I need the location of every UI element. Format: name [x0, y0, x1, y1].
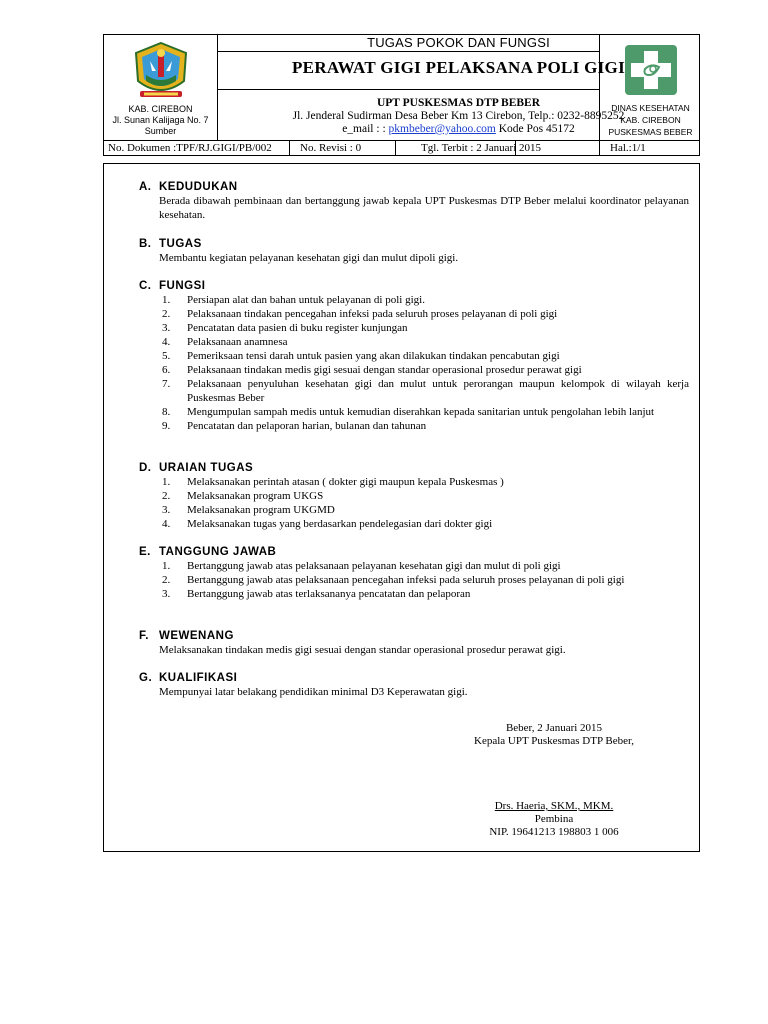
list-item: 5. Pemeriksaan tensi darah untuk pasien yang akan dilakukan tindakan pencabutan gigi	[162, 350, 560, 362]
section-fungsi	[139, 279, 689, 433]
section-heading: F. WEWENANG	[139, 630, 234, 642]
section-text: Mempunyai latar belakang pendidikan minimal D3 Keperawatan gigi.	[159, 686, 468, 698]
document-body	[103, 163, 700, 852]
right-logo-line: PUSKESMAS BEBER	[608, 127, 693, 137]
signature-space	[434, 748, 674, 800]
section-heading: C. FUNGSI	[139, 280, 206, 292]
left-logo-caption	[104, 104, 217, 137]
section-heading: E. TANGGUNG JAWAB	[139, 546, 277, 558]
left-logo-line: Jl. Sunan Kalijaga No. 7	[112, 115, 209, 125]
section-kedudukan	[139, 180, 689, 222]
revision-number: No. Revisi : 0	[300, 142, 362, 154]
right-logo-caption	[600, 102, 701, 138]
list-item: 1. Persiapan alat dan bahan untuk pelayanan di poli gigi.	[162, 294, 425, 306]
section-text: Membantu kegiatan pelayanan kesehatan gigi dan mulut dipoli gigi.	[159, 252, 459, 264]
page-number: Hal.:1/1	[610, 142, 646, 154]
right-logo-line: KAB. CIREBON	[620, 115, 681, 125]
document-number: No. Dokumen :TPF/RJ.GIGI/PB/002	[108, 142, 272, 154]
postal-code: Kode Pos 45172	[495, 123, 575, 135]
signatory-rank: Pembina	[534, 813, 574, 825]
section-kualifikasi	[139, 671, 689, 699]
section-heading: A. KEDUDUKAN	[139, 181, 238, 193]
list-item: 2. Melaksanakan program UKGS	[162, 490, 324, 502]
section-uraian-tugas	[139, 461, 689, 531]
list-item: 6. Pelaksanaan tindakan medis gigi sesuai dengan standar operasional prosedur perawat gigi	[162, 364, 582, 376]
issue-date: Tgl. Terbit : 2 Januari 2015	[421, 142, 542, 154]
list-item: 3. Bertanggung jawab atas terlaksananya pencatatan dan pelaporan	[162, 588, 471, 600]
signature-block	[434, 722, 674, 839]
kabupaten-cirebon-emblem	[132, 41, 190, 103]
section-tugas	[139, 237, 689, 265]
email-link[interactable]: pkmbeber@yahoo.com	[388, 123, 496, 135]
section-text: Melaksanakan tindakan medis gigi sesuai dengan standar operasional prosedur perawat gigi.	[159, 644, 566, 656]
uraian-tugas-list	[159, 475, 689, 531]
list-item: 3. Melaksanakan program UKGMD	[162, 504, 335, 516]
section-wewenang	[139, 629, 689, 657]
document-title: PERAWAT GIGI PELAKSANA POLI GIGI	[292, 58, 625, 77]
left-logo-line: Sumber	[144, 126, 177, 136]
section-heading: B. TUGAS	[139, 238, 202, 250]
fungsi-list	[159, 293, 689, 433]
email-label: e_mail : :	[342, 123, 389, 135]
right-logo-line: DINAS KESEHATAN	[611, 103, 690, 113]
left-logo-line: KAB. CIREBON	[128, 104, 193, 114]
list-item: 8. Mengumpulan sampah medis untuk kemudian diserahkan kepada sanitarian untuk pengolahan lebih lanjut	[162, 406, 655, 418]
list-item: 3. Pencatatan data pasien di buku register kunjungan	[162, 322, 408, 334]
organization-address: Jl. Jenderal Sudirman Desa Beber Km 13 Cirebon, Telp.: 0232-8895252	[292, 110, 625, 122]
left-logo-cell	[104, 35, 217, 140]
list-item: 2. Pelaksanaan tindakan pencegahan infeksi pada seluruh proses pelayanan di poli gigi	[162, 308, 558, 320]
document-header	[103, 34, 700, 156]
organization-name: UPT PUSKESMAS DTP BEBER	[376, 97, 541, 109]
list-item: 7. Pelaksanaan penyuluhan kesehatan gigi dan mulut untuk perorangan maupun kelompok di wilayah kerja Puskesmas Beber	[162, 378, 689, 404]
list-item: 1. Melaksanakan perintah atasan ( dokter gigi maupun kepala Puskesmas )	[162, 476, 504, 488]
section-heading: G. KUALIFIKASI	[139, 672, 238, 684]
signatory-nip: NIP. 19641213 198803 1 006	[489, 826, 619, 838]
section-heading: D. URAIAN TUGAS	[139, 462, 254, 474]
document-info-row	[104, 140, 701, 156]
list-item: 1. Bertanggung jawab atas pelaksanaan pelayanan kesehatan gigi dan mulut di poli gigi	[162, 560, 561, 572]
section-tanggung-jawab	[139, 545, 689, 601]
list-item: 9. Pencatatan dan pelaporan harian, bulanan dan tahunan	[162, 420, 427, 432]
signature-position: Kepala UPT Puskesmas DTP Beber,	[474, 735, 634, 747]
document-type: TUGAS POKOK DAN FUNGSI	[367, 35, 550, 50]
signatory-name: Drs. Haeria, SKM., MKM.	[494, 800, 614, 812]
section-text: Berada dibawah pembinaan dan bertanggung jawab kepala UPT Puskesmas DTP Beber melalui koordinator pelayanan kesehatan.	[159, 195, 689, 221]
tanggung-jawab-list	[159, 559, 689, 601]
list-item: 2. Bertanggung jawab atas pelaksanaan pencegahan infeksi pada seluruh proses pelayanan di poli gigi	[162, 574, 625, 586]
puskesmas-cross-icon	[623, 43, 679, 97]
list-item: 4. Pelaksanaan anamnesa	[162, 336, 288, 348]
list-item: 4. Melaksanakan tugas yang berdasarkan pendelegasian dari dokter gigi	[162, 518, 493, 530]
signature-place-date: Beber, 2 Januari 2015	[505, 722, 603, 734]
